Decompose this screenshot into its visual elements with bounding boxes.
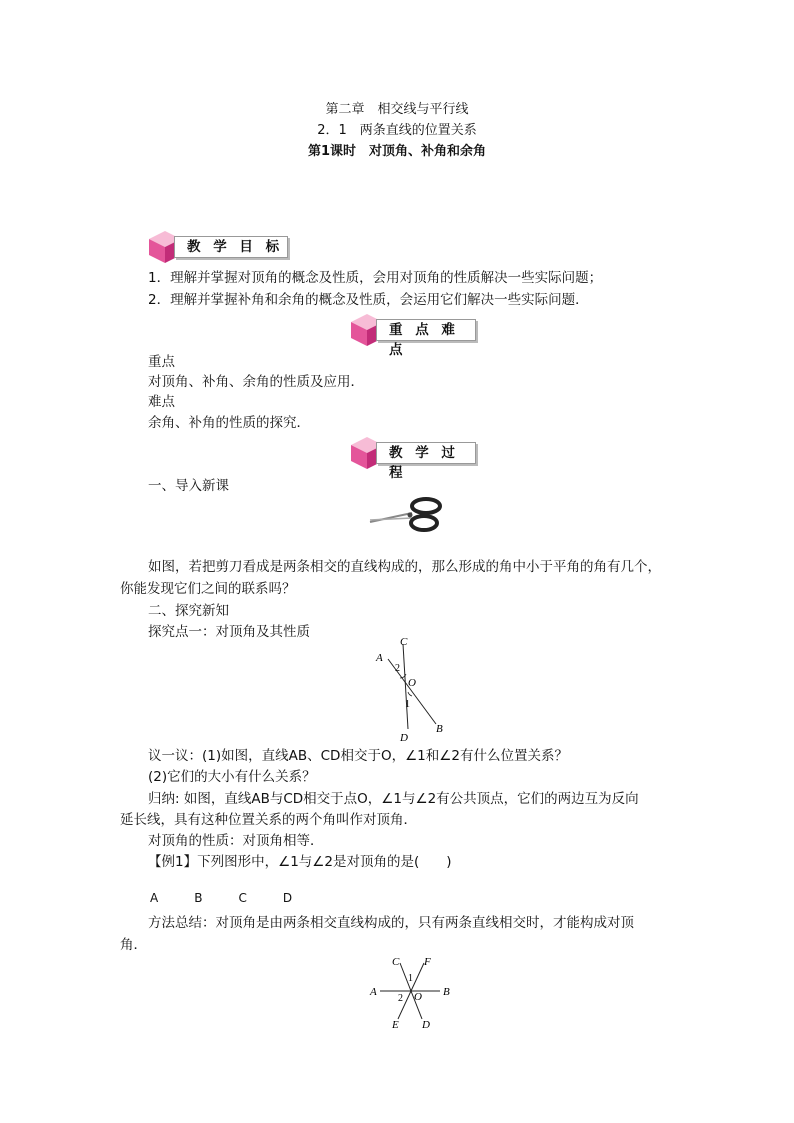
difficulty-label: 难点: [148, 394, 175, 410]
difficulty-text: 余角、补角的性质的探究．: [148, 415, 310, 431]
label-1: 1: [408, 973, 413, 984]
keypoints-banner-label: 重 点 难 点: [376, 319, 476, 341]
label-2: 2: [398, 993, 403, 1004]
lesson-title: 第1课时 对顶角、补角和余角: [307, 144, 487, 159]
label-C: C: [392, 956, 400, 968]
label-O: O: [408, 677, 416, 689]
label-A: A: [370, 986, 377, 998]
figure-intersecting-lines: [370, 634, 450, 744]
label-O: O: [414, 991, 422, 1003]
scissors-image: [368, 496, 448, 536]
goals-banner-label: 教 学 目 标: [174, 236, 288, 258]
label-2: 2: [395, 663, 400, 674]
label-E: E: [392, 1019, 399, 1031]
label-C: C: [400, 636, 408, 648]
example-1: 【例1】下列图形中，∠1与∠2是对顶角的是( ): [148, 854, 452, 870]
label-B: B: [443, 986, 450, 998]
explore-title: 二、探究新知: [148, 603, 229, 619]
discuss-2: (2)它们的大小有什么关系？: [148, 769, 316, 785]
intro-text-2: 你能发现它们之间的联系吗？: [120, 581, 296, 597]
label-A: A: [376, 652, 383, 664]
label-F: F: [424, 956, 431, 968]
answer-options: A B C D: [150, 891, 293, 905]
figure-three-lines: [366, 953, 466, 1031]
chapter-title: 第二章 相交线与平行线: [325, 102, 469, 117]
process-banner-label: 教 学 过 程: [376, 442, 476, 464]
summary-2: 延长线，具有这种位置关系的两个角叫作对顶角．: [120, 812, 417, 828]
section-title: 2．1 两条直线的位置关系: [317, 123, 477, 138]
label-B: B: [436, 723, 443, 735]
label-D: D: [400, 732, 408, 744]
key-text: 对顶角、补角、余角的性质及应用．: [148, 374, 364, 390]
point1-title: 探究点一：对顶角及其性质: [148, 624, 310, 640]
label-1: 1: [405, 699, 410, 710]
property: 对顶角的性质：对顶角相等．: [148, 833, 324, 849]
key-label: 重点: [148, 354, 175, 370]
label-D: D: [422, 1019, 430, 1031]
method-summary-2: 角．: [120, 937, 147, 953]
method-summary-1: 方法总结：对顶角是由两条相交直线构成的，只有两条直线相交时，才能构成对顶: [148, 915, 634, 931]
intro-title: 一、导入新课: [148, 478, 229, 494]
goal-1: 1．理解并掌握对顶角的概念及性质，会用对顶角的性质解决一些实际问题；: [148, 270, 603, 286]
summary-1: 归纳: 如图，直线AB与CD相交于点O，∠1与∠2有公共顶点，它们的两边互为反向: [148, 791, 639, 807]
discuss-1: 议一议：(1)如图，直线AB、CD相交于O，∠1和∠2有什么位置关系？: [148, 748, 568, 764]
goal-2: 2．理解并掌握补角和余角的概念及性质，会运用它们解决一些实际问题．: [148, 292, 589, 308]
intro-text-1: 如图，若把剪刀看成是两条相交的直线构成的，那么形成的角中小于平角的角有几个，: [148, 559, 661, 575]
